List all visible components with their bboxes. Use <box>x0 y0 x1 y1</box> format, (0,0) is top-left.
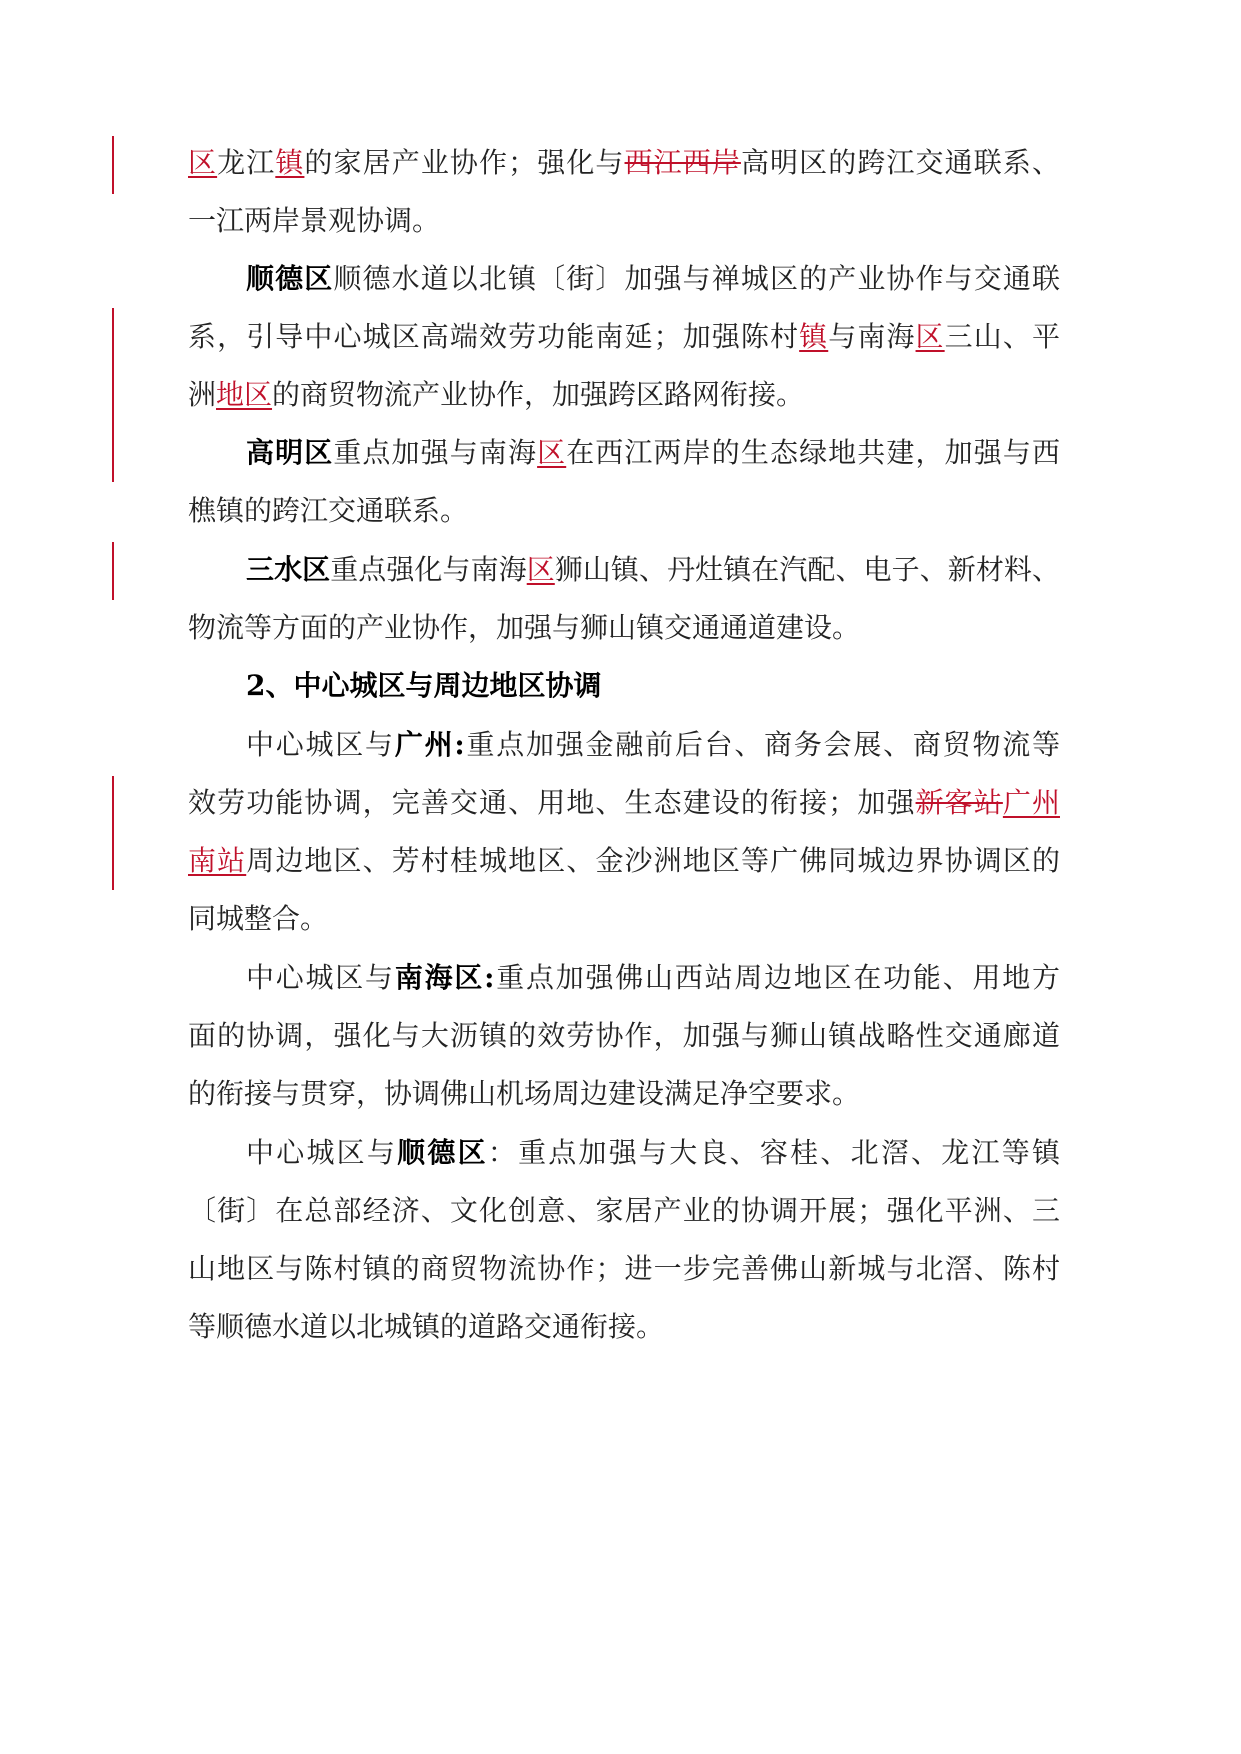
text-run: 的衔接与贯穿，协调佛山机场周边建设满足净空要求。 <box>188 1077 861 1110</box>
paragraph-line <box>188 1305 1060 1349</box>
paragraph-heading: 顺德区 <box>397 1136 488 1169</box>
paragraph-line <box>188 1189 1060 1233</box>
paragraph-line <box>246 723 1060 767</box>
text-run: 洲 <box>188 378 217 411</box>
text-run: 顺德水道以北镇〔街〕加强与禅城区的产业协作与交通联 <box>333 262 1060 295</box>
paragraph-line <box>188 897 1060 941</box>
text-run: 中心城区与 <box>246 1136 398 1169</box>
revision-bar <box>112 136 114 194</box>
text-run: 龙江 <box>217 146 276 179</box>
revision-bar <box>112 308 114 482</box>
paragraph-line <box>188 1247 1060 1291</box>
revision-bar <box>112 542 114 600</box>
text-run: 效劳功能协调，完善交通、用地、生态建设的衔接；加强 <box>188 786 916 819</box>
paragraph-line <box>246 548 1060 592</box>
text-run: 狮山镇、丹灶镇在汽配、电子、新材料、 <box>554 553 1060 586</box>
section-heading: 2、中心城区与周边地区协调 <box>246 669 602 702</box>
paragraph-heading: 高明区 <box>246 436 334 469</box>
revision-bar <box>112 776 114 890</box>
paragraph-heading: 广州: <box>394 728 465 761</box>
deleted-text: 新客站 <box>915 786 1003 819</box>
text-run: 樵镇的跨江交通联系。 <box>188 494 469 527</box>
inserted-text: 镇 <box>275 146 305 179</box>
paragraph-line <box>188 489 1060 533</box>
paragraph-heading: 三水区 <box>246 553 331 586</box>
text-run: 中心城区与 <box>246 961 395 994</box>
text-run: 高明区的跨江交通联系、 <box>740 146 1060 179</box>
inserted-text: 南站 <box>188 844 247 877</box>
paragraph-line <box>188 1014 1060 1058</box>
text-run: 与南海 <box>828 320 916 353</box>
paragraph-line <box>188 373 1060 417</box>
text-run: 面的协调，强化与大沥镇的效劳协作，加强与狮山镇战略性交通廊道 <box>188 1019 1060 1052</box>
text-run: 重点加强佛山西站周边地区在功能、用地方 <box>494 961 1060 994</box>
paragraph-line <box>188 315 1060 359</box>
deleted-text: 西江西岸 <box>624 146 741 179</box>
paragraph-heading: 顺德区 <box>246 262 334 295</box>
text-run: 等顺德水道以北城镇的道路交通衔接。 <box>188 1310 665 1343</box>
text-run: 中心城区与 <box>246 728 395 761</box>
inserted-text: 广州 <box>1002 786 1060 819</box>
paragraph-line <box>188 199 1060 243</box>
text-run: 在西江两岸的生态绿地共建，加强与西 <box>566 436 1060 469</box>
paragraph-line <box>188 606 1060 650</box>
paragraph-line <box>188 141 1060 185</box>
text-run: 同城整合。 <box>188 902 329 935</box>
inserted-text: 区 <box>526 553 555 586</box>
inserted-text: 地区 <box>216 378 273 411</box>
paragraph-line <box>246 257 1060 301</box>
text-run: 的家居产业协作；强化与 <box>304 146 625 179</box>
inserted-text: 镇 <box>799 320 829 353</box>
paragraph-line <box>246 1131 1060 1175</box>
inserted-text: 区 <box>537 436 567 469</box>
paragraph-heading: 南海区: <box>394 961 495 994</box>
text-run: 的商贸物流产业协作，加强跨区路网衔接。 <box>272 378 805 411</box>
paragraph-line <box>246 431 1060 475</box>
text-run: 山地区与陈村镇的商贸物流协作；进一步完善佛山新城与北滘、陈村 <box>188 1252 1060 1285</box>
paragraph-line <box>188 781 1060 825</box>
text-run: 重点加强与南海 <box>333 436 538 469</box>
text-run: 〔街〕在总部经济、文化创意、家居产业的协调开展；强化平洲、三 <box>188 1194 1060 1227</box>
text-run: 周边地区、芳村桂城地区、金沙洲地区等广佛同城边界协调区的 <box>246 844 1060 877</box>
text-run: 系，引导中心城区高端效劳功能南延；加强陈村 <box>188 320 800 353</box>
text-run: ：重点加强与大良、容桂、北滘、龙江等镇 <box>487 1136 1060 1169</box>
inserted-text: 区 <box>915 320 945 353</box>
paragraph-line <box>188 839 1060 883</box>
text-run: 重点加强金融前后台、商务会展、商贸物流等 <box>464 728 1060 761</box>
text-run: 物流等方面的产业协作，加强与狮山镇交通通道建设。 <box>188 611 861 644</box>
paragraph-line <box>246 956 1060 1000</box>
inserted-text: 区 <box>188 146 218 179</box>
text-run: 三山、平 <box>944 320 1060 353</box>
text-run: 重点强化与南海 <box>330 553 527 586</box>
paragraph-line <box>188 1072 1060 1116</box>
text-run: 一江两岸景观协调。 <box>188 204 441 237</box>
